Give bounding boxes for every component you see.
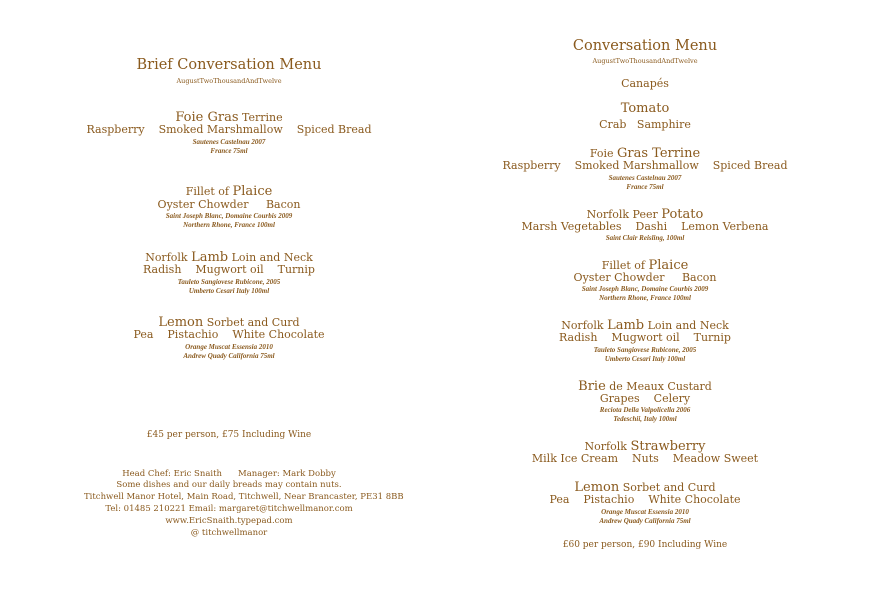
- wine-pairing-detail: France 75ml: [626, 183, 664, 191]
- contact-line: Tel: 01485 210221 Email: margaret@titchwellmanor.com: [105, 504, 353, 514]
- wine-pairing: Orange Muscat Essensia 2010: [185, 343, 273, 351]
- course-title: Norfolk Peer Potato: [586, 207, 704, 222]
- course-ingredients: Marsh Vegetables Dashi Lemon Verbena: [521, 220, 769, 233]
- course-ingredients: Pea Pistachio White Chocolate: [133, 328, 325, 341]
- allergy-note: Some dishes and our daily breads may contain nuts.: [116, 480, 342, 490]
- menu-title: Conversation Menu: [572, 38, 718, 54]
- course-ingredients: Raspberry Smoked Marshmallow Spiced Bread: [502, 159, 788, 172]
- menu-title: Brief Conversation Menu: [136, 57, 322, 73]
- course-ingredients: Radish Mugwort oil Turnip: [559, 331, 731, 344]
- price-line: £45 per person, £75 Including Wine: [146, 430, 312, 440]
- wine-pairing: Saint Joseph Blanc, Domaine Courbis 2009: [581, 285, 709, 293]
- course-ingredients: Oyster Chowder Bacon: [157, 198, 301, 211]
- address: Titchwell Manor Hotel, Main Road, Titchwell, Near Brancaster, PE31 8BB: [84, 492, 404, 502]
- twitter-handle[interactable]: @ titchwellmanor: [190, 528, 268, 538]
- website-link[interactable]: www.EricSnaith.typepad.com: [165, 516, 293, 526]
- course-title: Norfolk Lamb Loin and Neck: [145, 250, 313, 265]
- menu-date: AugustTwoThousandAndTwelve: [176, 77, 282, 85]
- wine-pairing: Saint Clair Reisling, 100ml: [605, 234, 685, 242]
- wine-pairing-detail: France 75ml: [210, 147, 248, 155]
- wine-pairing-detail: Umberto Cesari Italy 100ml: [188, 287, 270, 295]
- course-title: Lemon Sorbet and Curd: [574, 480, 716, 495]
- wine-pairing: Saint Joseph Blanc, Domaine Courbis 2009: [165, 212, 293, 220]
- course-ingredients: Raspberry Smoked Marshmallow Spiced Bread: [86, 123, 372, 136]
- course-title: Fillet of Plaice: [601, 258, 689, 273]
- wine-pairing-detail: Tedeschii, Italy 100ml: [613, 415, 677, 423]
- course-title: Norfolk Lamb Loin and Neck: [561, 318, 729, 333]
- wine-pairing: Sautenes Castelnau 2007: [192, 138, 266, 146]
- course-title: Norfolk Strawberry: [584, 439, 706, 454]
- course-title: Lemon Sorbet and Curd: [158, 315, 300, 330]
- wine-pairing-detail: Andrew Quady California 75ml: [599, 517, 691, 525]
- canapes-heading: Canapés: [621, 77, 669, 90]
- wine-pairing-detail: Northern Rhone, France 100ml: [183, 221, 275, 229]
- wine-pairing: Orange Muscat Essensia 2010: [601, 508, 689, 516]
- wine-pairing: Tauleto Sangiovese Rubicone, 2005: [593, 346, 697, 354]
- wine-pairing: Reciota Della Valpolicella 2006: [599, 406, 691, 414]
- course-ingredients: Milk Ice Cream Nuts Meadow Sweet: [531, 452, 759, 465]
- course-ingredients: Crab Samphire: [599, 118, 691, 131]
- staff-line: Head Chef: Eric Snaith Manager: Mark Dobby: [122, 469, 336, 479]
- course-ingredients: Oyster Chowder Bacon: [573, 271, 717, 284]
- course-title: Fillet of Plaice: [185, 184, 273, 199]
- course-ingredients: Radish Mugwort oil Turnip: [143, 263, 315, 276]
- wine-pairing: Tauleto Sangiovese Rubicone, 2005: [177, 278, 281, 286]
- price-line: £60 per person, £90 Including Wine: [562, 540, 728, 550]
- wine-pairing: Sautenes Castelnau 2007: [608, 174, 682, 182]
- wine-pairing-detail: Andrew Quady California 75ml: [183, 352, 275, 360]
- course-ingredients: Grapes Celery: [599, 392, 691, 405]
- course-title: Foie Gras Terrine: [589, 146, 701, 161]
- wine-pairing-detail: Northern Rhone, France 100ml: [599, 294, 691, 302]
- course-ingredients: Pea Pistachio White Chocolate: [549, 493, 741, 506]
- menu-date: AugustTwoThousandAndTwelve: [592, 57, 698, 65]
- course-title: Foie Gras Terrine: [175, 110, 283, 125]
- course-title: Tomato: [620, 101, 670, 116]
- wine-pairing-detail: Umberto Cesari Italy 100ml: [604, 355, 686, 363]
- course-title: Brie de Meaux Custard: [578, 379, 712, 394]
